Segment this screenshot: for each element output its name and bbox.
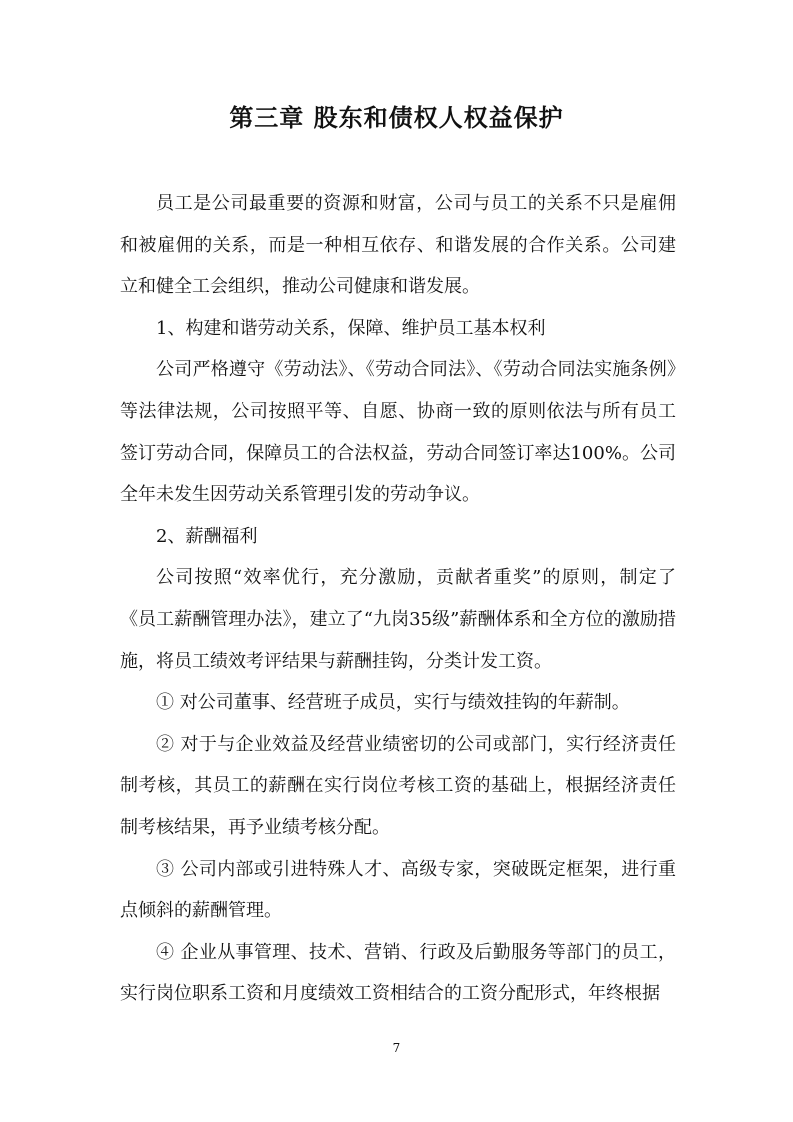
section-heading-labor-relations: 1、构建和谐劳动关系，保障、维护员工基本权利 (156, 317, 546, 339)
paragraph-intro: 员工是公司最重要的资源和财富，公司与员工的关系不只是雇佣和被雇佣的关系，而是一种相互依存、和谐发展的合作关系。公司建立和健全工会组织，推动公司健康和谐发展。 (120, 193, 676, 298)
list-item-staff-departments: ④ 企业从事管理、技术、营销、行政及后勤服务等部门的员工，实行岗位职系工资和月度绩效工资相结合的工资分配形式，年终根据 (120, 941, 676, 1005)
list-item-executives: ① 对公司董事、经营班子成员，实行与绩效挂钩的年薪制。 (156, 692, 630, 714)
paragraph-labor-contract: 公司严格遵守《劳动法》、《劳动合同法》、《劳动合同法实施条例》等法律法规，公司按照平等、自愿、协商一致的原则依法与所有员工签订劳动合同，保障员工的合法权益，劳动合同签订率达100%。公司全年未发生因劳动关系管理引发的劳动争议。 (120, 359, 676, 506)
chapter-title: 第三章 股东和债权人权益保护 (229, 104, 564, 132)
paragraph-compensation-principle: 公司按照“效率优行，充分激励，贡献者重奖”的原则，制定了《员工薪酬管理办法》，建立了“九岗35级”薪酬体系和全方位的激励措施，将员工绩效考评结果与薪酬挂钩，分类计发工资。 (120, 567, 676, 672)
page-number: 7 (392, 1041, 401, 1055)
section-heading-compensation: 2、薪酬福利 (156, 525, 258, 547)
list-item-special-talent: ③ 公司内部或引进特殊人才、高级专家，突破既定框架，进行重点倾斜的薪酬管理。 (120, 858, 676, 922)
list-item-responsibility-system: ② 对于与企业效益及经营业绩密切的公司或部门，实行经济责任制考核，其员工的薪酬在实行岗位考核工资的基础上，根据经济责任制考核结果，再予业绩考核分配。 (120, 733, 676, 838)
body-text (120, 183, 676, 1015)
